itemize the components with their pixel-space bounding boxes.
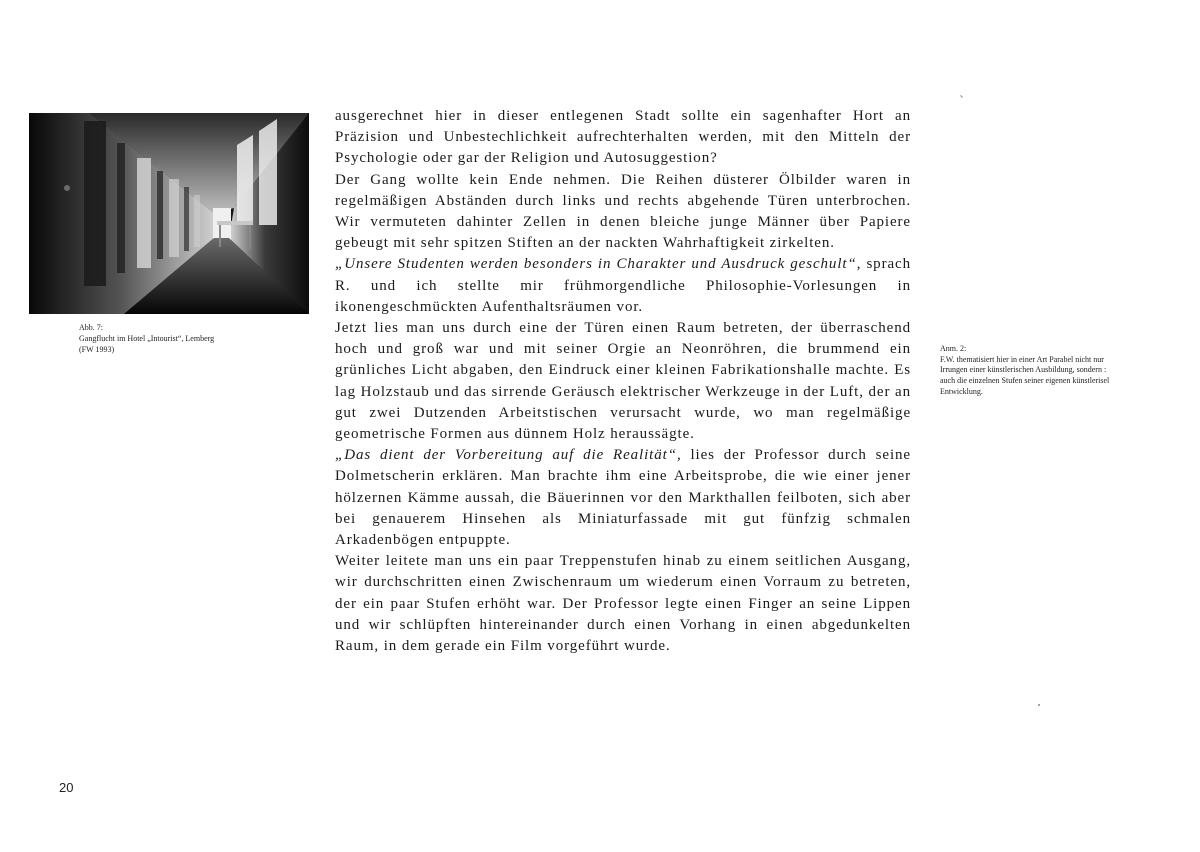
paragraph <box>335 254 911 318</box>
text-segment: lies der Professor durch seine Dolmetscherin erklären. Man brachte ihm eine Arbeitsprobe, die wie einer jener hölzernen Kämme aussah, die Bäuerinnen vor den Markthallen feilboten, sich aber bei genauerem Hinsehen als Miniaturfassade mit gut fünfzig schmalen Arkadenbögen entpuppte. <box>335 447 911 549</box>
paragraph <box>335 318 911 445</box>
scan-speck <box>1038 704 1040 706</box>
note-line: Irrungen einer künstlerischen Ausbildung, sondern : <box>940 365 1107 375</box>
corridor-photo-image <box>29 113 309 314</box>
quote-segment: „Das dient der Vorbereitung auf die Realität“, <box>335 447 682 464</box>
margin-note <box>940 344 1145 398</box>
figure-caption <box>79 322 279 355</box>
note-line: auch die einzelnen Stufen seiner eigenen künstlerisel <box>940 376 1110 386</box>
caption-line: (FW 1993) <box>79 345 115 354</box>
body-text <box>335 106 911 657</box>
page-number: 20 <box>59 780 74 795</box>
text-segment: Jetzt lies man uns durch eine der Türen einen Raum betreten, der überraschend hoch und groß war und mit seiner Orgie an Neonröhren, die brummend ein grünliches Licht abgaben, den Eindruck einer kleinen Fabrikationshalle machte. Es lag Holzstaub und das sirrende Geräusch elektrischer Werkzeuge in der Luft, der an gut zwei Dutzenden Arbeitstischen verursacht wurde, wo man regelmäßige geometrische Formen aus dünnem Holz heraussägte. <box>335 320 911 443</box>
note-line: F.W. thematisiert hier in einer Art Parabel nicht nur <box>940 354 1104 364</box>
caption-line: Abb. 7: <box>79 323 103 332</box>
paragraph <box>335 170 911 255</box>
paragraph <box>335 106 911 170</box>
note-line: Anm. 2: <box>940 344 967 353</box>
quote-segment: „Unsere Studenten werden besonders in Charakter und Ausdruck geschult“, <box>335 256 862 273</box>
paragraph <box>335 445 911 551</box>
paragraph <box>335 551 911 657</box>
scan-speck <box>960 95 963 98</box>
text-segment: Der Gang wollte kein Ende nehmen. Die Reihen düsterer Ölbilder waren in regelmäßigen Abständen durch links und rechts abgehende Türen unterbrochen. Wir vermuteten dahinter Zellen in denen bleiche junge Männer über Papiere gebeugt mit sehr spitzen Stiften an der nackten Wahrhaftigkeit zirkelten. <box>335 171 911 252</box>
caption-line: Gangflucht im Hotel „Intourist“, Lemberg <box>79 334 215 343</box>
text-segment: sprach R. und ich stellte mir frühmorgendliche Philosophie-Vorlesungen in ikonengeschmückten Aufenthaltsräumen vor. <box>335 256 911 315</box>
note-line: Entwicklung. <box>940 386 983 396</box>
corridor-photo <box>29 113 309 314</box>
text-segment: Weiter leitete man uns ein paar Treppenstufen hinab zu einem seitlichen Ausgang, wir durchschritten einen Zwischenraum um wiederum einen Vorraum zu betreten, der ein paar Stufen erhöht war. Der Professor legte einen Finger an seine Lippen und wir schlüpften hintereinander durch einen Vorhang in einen abgedunkelten Raum, in dem gerade ein Film vorgeführt wurde. <box>335 553 911 655</box>
text-segment: ausgerechnet hier in dieser entlegenen Stadt sollte ein sagenhafter Hort an Präzision und Unbestechlichkeit aufrechterhalten werden, mit den Mitteln der Psychologie oder gar der Religion und Autosuggestion? <box>335 108 911 167</box>
